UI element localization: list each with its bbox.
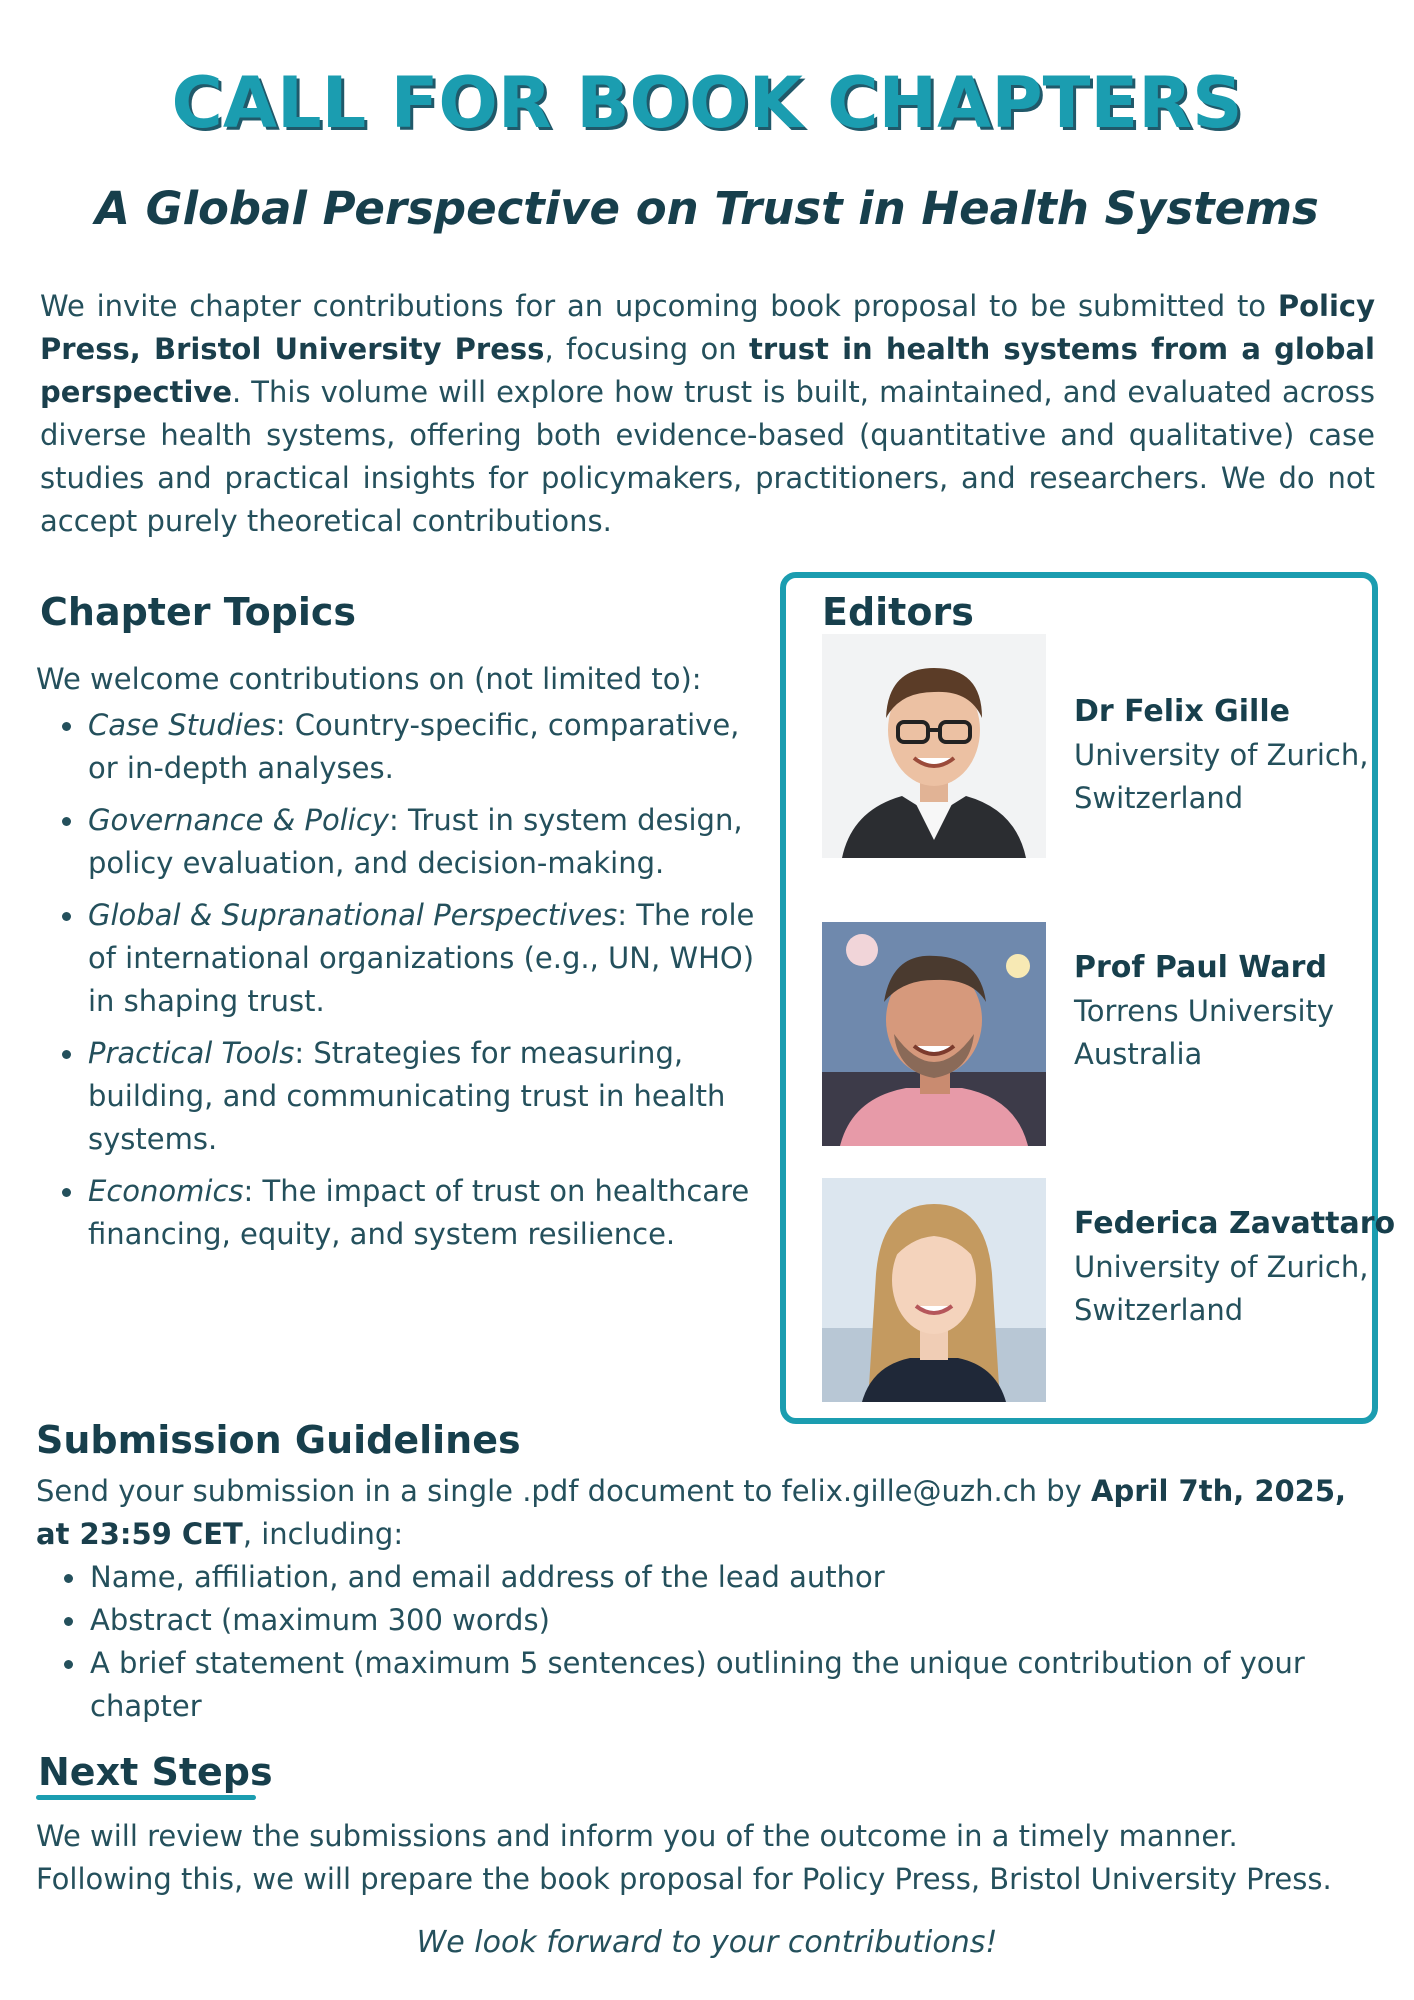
- submission-guidelines-heading: Submission Guidelines: [36, 1418, 521, 1462]
- submission-text-1: Send your submission in a single .pdf document to felix.gille@uzh.ch by: [36, 1474, 1092, 1508]
- intro-paragraph: [40, 285, 1375, 543]
- submission-deadline: April 7th, 2025, at 23:59 CET: [36, 1474, 1347, 1551]
- closing-line: We look forward to your contributions!: [416, 1925, 998, 1960]
- submission-list: [62, 1556, 1382, 1728]
- submission-text: [36, 1470, 1376, 1556]
- next-steps-text: We will review the submissions and inform you of the outcome in a timely manner. Following this, we will prepare the book proposal for Policy Press, Bristol University Press.: [36, 1819, 1332, 1896]
- editor-affiliation: Torrens University Australia: [1074, 994, 1335, 1071]
- list-item: Name, affiliation, and email address of the lead author: [62, 1556, 1382, 1599]
- next-steps-heading: Next Steps: [38, 1750, 273, 1794]
- editor-photo-felix-gille: [822, 634, 1046, 858]
- editor-name: Dr Felix Gille: [1074, 694, 1290, 729]
- list-item: [60, 1170, 760, 1256]
- editor-affiliation: University of Zurich, Switzerland: [1074, 1250, 1369, 1327]
- list-item: A brief statement (maximum 5 sentences) outlining the unique contribution of your chapter: [62, 1642, 1382, 1728]
- topic-name: Governance & Policy: [88, 803, 389, 837]
- topic-desc: : The impact of trust on healthcare financing, equity, and system resilience.: [88, 1174, 750, 1251]
- topics-list: [60, 704, 760, 1265]
- topic-name: Case Studies: [88, 708, 276, 742]
- topic-desc: : Country-specific, comparative, or in-depth analyses.: [88, 708, 740, 785]
- list-item: Abstract (maximum 300 words): [62, 1599, 1382, 1642]
- topic-name: Global & Supranational Perspectives: [88, 898, 618, 932]
- list-item: [60, 704, 760, 790]
- chapter-topics-heading: Chapter Topics: [40, 590, 357, 634]
- editor-name: Prof Paul Ward: [1074, 950, 1327, 985]
- topic-desc: : Strategies for measuring, building, and communicating trust in health systems.: [88, 1036, 726, 1156]
- next-steps-underline: [36, 1795, 256, 1800]
- page-title: CALL FOR BOOK CHAPTERS: [171, 62, 1243, 144]
- list-item: [60, 799, 760, 885]
- submission-text-2: , including:: [242, 1517, 404, 1551]
- topic-name: Practical Tools: [88, 1036, 295, 1070]
- book-focus: trust in health systems from a global perspective: [40, 332, 1375, 409]
- editor-photo-federica-zavattaro: [822, 1178, 1046, 1402]
- editor-photo-paul-ward: [822, 922, 1046, 1146]
- editor-affiliation: University of Zurich, Switzerland: [1074, 738, 1369, 815]
- book-subtitle: A Global Perspective on Trust in Health Systems: [95, 182, 1319, 235]
- list-item: [60, 894, 760, 1023]
- intro-text-3: . This volume will explore how trust is built, maintained, and evaluated across diverse health systems, offering both evidence-based (quantitative and qualitative) case studies and practical insights for policymakers, practitioners, and researchers. We do not accept purely theoretical contributions.: [40, 375, 1375, 538]
- list-item: [60, 1032, 760, 1161]
- topic-desc: : Trust in system design, policy evaluation, and decision-making.: [88, 803, 743, 880]
- publisher-name: Policy Press, Bristol University Press: [40, 289, 1375, 366]
- intro-text-1: We invite chapter contributions for an upcoming book proposal to be submitted to: [40, 289, 1278, 323]
- editors-heading: Editors: [822, 590, 974, 634]
- editor-name: Federica Zavattaro: [1074, 1206, 1396, 1241]
- topics-intro: We welcome contributions on (not limited to):: [36, 662, 702, 696]
- topic-name: Economics: [88, 1174, 244, 1208]
- topic-desc: : The role of international organizations (e.g., UN, WHO) in shaping trust.: [88, 898, 755, 1018]
- intro-text-2: , focusing on: [544, 332, 749, 366]
